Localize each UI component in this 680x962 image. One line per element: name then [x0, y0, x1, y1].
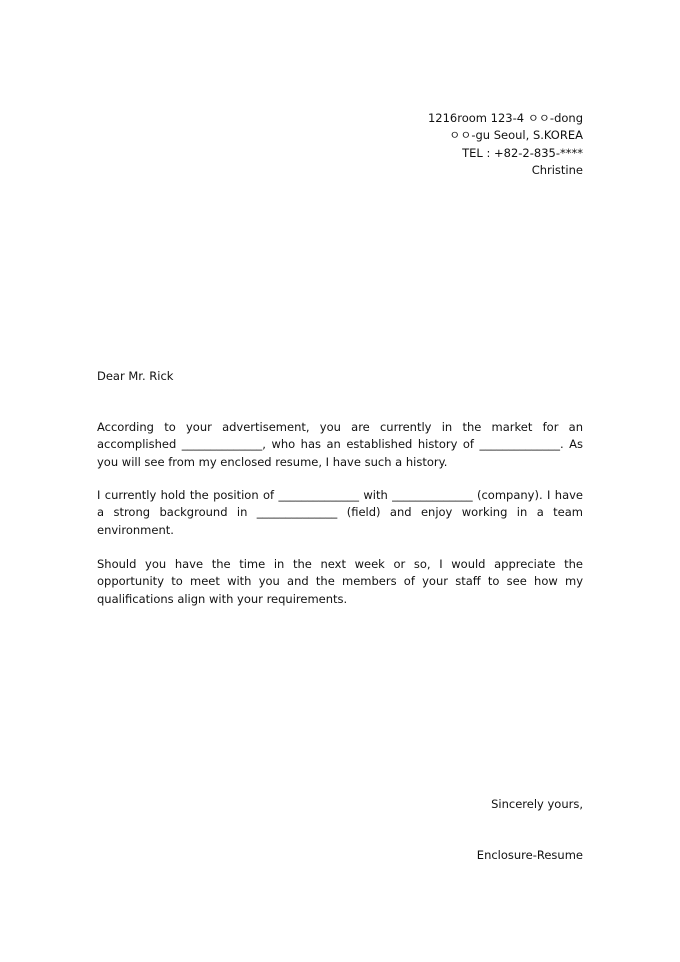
body-paragraph-1: According to your advertisement, you are currently in the market for an accomplished ______________, who has an established history of ______________. As you will see from my enclosed resume, I have such a history. — [97, 420, 583, 469]
enclosure-note: Enclosure-Resume — [476, 848, 583, 862]
sender-address-line1: 1216room 123-4 ㅇㅇ-dong — [427, 111, 583, 125]
sender-name: Christine — [531, 162, 583, 177]
sender-address-block — [283, 110, 583, 179]
sender-telephone: TEL : +82-2-835-**** — [462, 145, 583, 160]
closing-line: Sincerely yours, — [491, 797, 583, 811]
body-paragraph-2: I currently hold the position of ______________ with ______________ (company). I have a strong background in ______________ (field) and enjoy working in a team environment. — [97, 488, 583, 537]
sender-address-line2: ㅇㅇ-gu Seoul, S.KOREA — [449, 128, 583, 143]
salutation: Dear Mr. Rick — [97, 369, 174, 383]
body-paragraph-3: Should you have the time in the next week or so, I would appreciate the opportunity to meet with you and the members of your staff to see how my qualifications align with your requirements. — [97, 557, 583, 606]
